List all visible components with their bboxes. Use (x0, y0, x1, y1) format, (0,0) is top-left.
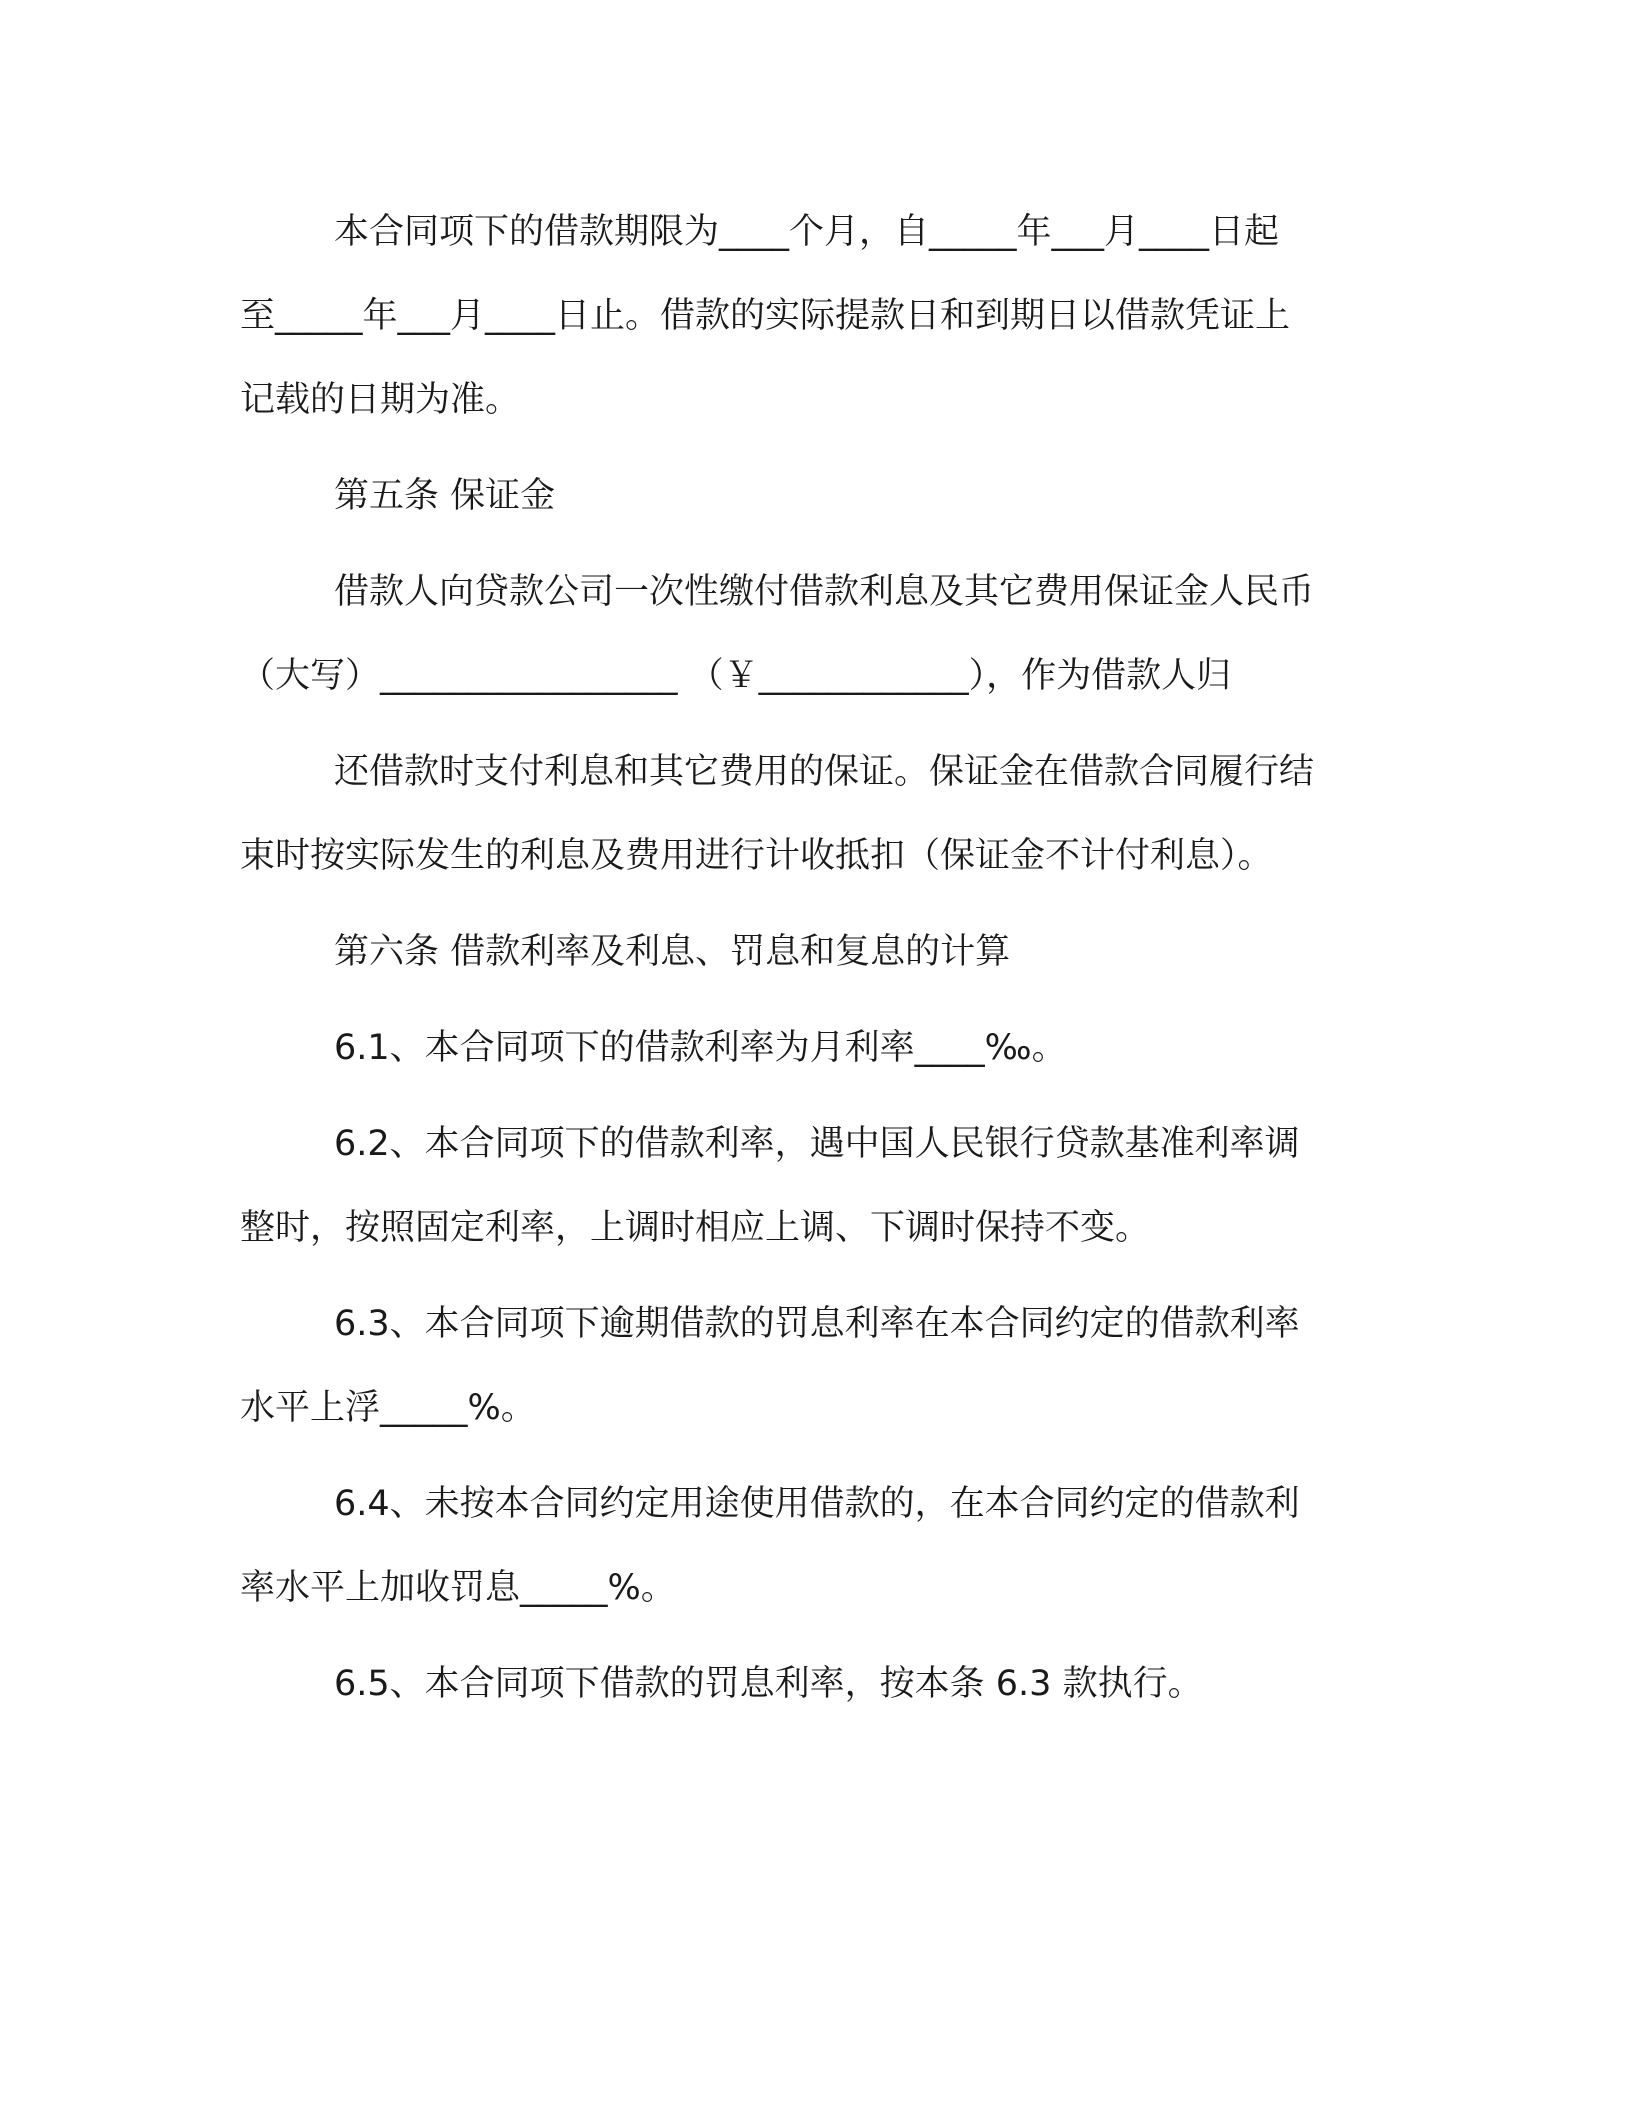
text-line: 水平上浮_____%。 (240, 1388, 536, 1428)
article-6-heading: 第六条 借款利率及利息、罚息和复息的计算 (334, 932, 1011, 972)
text-line: 借款人向贷款公司一次性缴付借款利息及其它费用保证金人民币 (334, 572, 1315, 612)
text-line: 束时按实际发生的利息及费用进行计收抵扣（保证金不计付利息）。 (240, 836, 1273, 876)
clause-6-1: 6.1、本合同项下的借款利率为月利率____‰。 (334, 1028, 1067, 1068)
clause-6-3 (240, 1282, 1380, 1450)
article-5-heading: 第五条 保证金 (334, 476, 556, 516)
deposit-purpose-paragraph (240, 730, 1380, 898)
loan-term-paragraph (240, 190, 1380, 442)
text-line: 还借款时支付利息和其它费用的保证。保证金在借款合同履行结 (334, 752, 1315, 792)
text-line: （大写）_________________ （￥____________），作为借款人归 (240, 656, 1232, 696)
contract-body (240, 190, 1380, 1738)
clause-6-4 (240, 1462, 1380, 1630)
text-line: 6.2、本合同项下的借款利率，遇中国人民银行贷款基准利率调 (334, 1124, 1300, 1164)
deposit-paragraph (240, 550, 1380, 718)
text-line: 率水平上加收罚息_____%。 (240, 1568, 676, 1608)
clause-6-2 (240, 1102, 1380, 1270)
text-line: 记载的日期为准。 (240, 380, 521, 420)
clause-6-5: 6.5、本合同项下借款的罚息利率，按本条 6.3 款执行。 (334, 1664, 1203, 1704)
text-line: 本合同项下的借款期限为____个月，自_____年___月____日起 (334, 212, 1280, 252)
text-line: 6.4、未按本合同约定用途使用借款的，在本合同约定的借款利 (334, 1484, 1300, 1524)
text-line: 至_____年___月____日止。借款的实际提款日和到期日以借款凭证上 (240, 296, 1291, 336)
text-line: 6.3、本合同项下逾期借款的罚息利率在本合同约定的借款利率 (334, 1304, 1300, 1344)
text-line: 整时，按照固定利率，上调时相应上调、下调时保持不变。 (240, 1208, 1151, 1248)
